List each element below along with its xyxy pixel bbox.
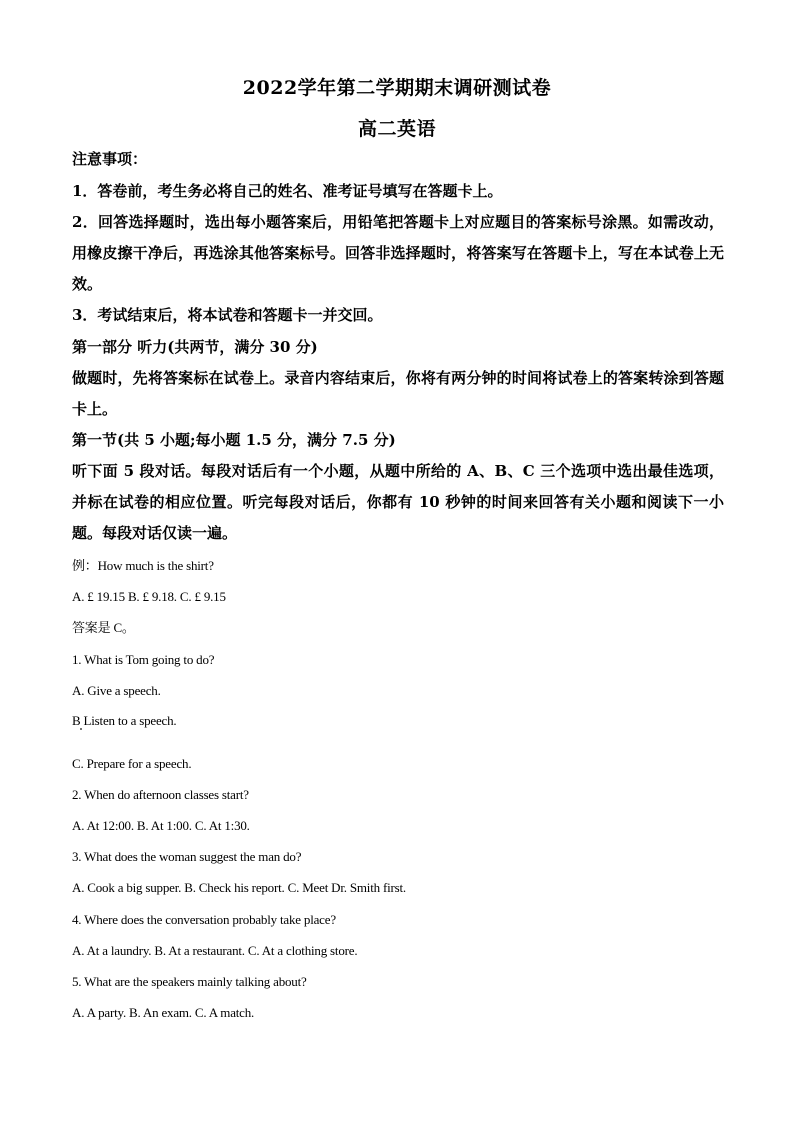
- question-1-option-b: B Listen to a speech.: [72, 713, 177, 728]
- notes-item-3: 3．考试结束后，将本试卷和答题卡一并交回。: [72, 306, 383, 324]
- question-2-stem: 2. When do afternoon classes start?: [72, 787, 249, 802]
- notes-item-1: 1．答卷前，考生务必将自己的姓名、准考证号填写在答题卡上。: [72, 182, 503, 200]
- part1-instruction: 做题时，先将答案标在试卷上。录音内容结束后，你将有两分钟的时间将试卷上的答案转涂到答题卡上。: [72, 369, 724, 418]
- section1-instruction: 听下面 5 段对话。每段对话后有一个小题，从题中所给的 A、B、C 三个选项中选出最佳选项，并标在试卷的相应位置。听完每段对话后，你都有 10 秒钟的时间来回答有关小题和阅读下一小题。每段对话仅读一遍。: [72, 462, 724, 542]
- example-answer: 答案是 C。: [72, 620, 135, 635]
- section1-heading: 第一节(共 5 小题;每小题 1.5 分，满分 7.5 分): [72, 431, 396, 449]
- question-3-options: A. Cook a big supper. B. Check his report. C. Meet Dr. Smith first.: [72, 880, 406, 895]
- example-question: 例：How much is the shirt?: [72, 558, 214, 573]
- example-options: A. £ 19.15 B. £ 9.18. C. £ 9.15: [72, 589, 226, 604]
- notes-item-2: 2．回答选择题时，选出每小题答案后，用铅笔把答题卡上对应题目的答案标号涂黑。如需改动，用橡皮擦干净后，再选涂其他答案标号。回答非选择题时，将答案写在答题卡上，写在本试卷上无效。: [72, 213, 724, 293]
- question-2-options: A. At 12:00. B. At 1:00. C. At 1:30.: [72, 818, 250, 833]
- question-4-stem: 4. Where does the conversation probably take place?: [72, 912, 336, 927]
- exam-subtitle: 高二英语: [357, 118, 436, 140]
- question-1-stem: 1. What is Tom going to do?: [72, 652, 215, 667]
- question-5-options: A. A party. B. An exam. C. A match.: [72, 1005, 255, 1020]
- question-1-option-c: C. Prepare for a speech.: [72, 756, 192, 771]
- question-5-stem: 5. What are the speakers mainly talking about?: [72, 974, 307, 989]
- exam-title: 2022学年第二学期期末调研测试卷: [242, 77, 552, 99]
- part1-heading: 第一部分 听力(共两节，满分 30 分): [72, 338, 318, 356]
- question-3-stem: 3. What does the woman suggest the man do?: [72, 849, 302, 864]
- stray-dot-mark: [80, 728, 82, 730]
- notes-heading: 注意事项：: [72, 150, 148, 168]
- question-4-options: A. At a laundry. B. At a restaurant. C. At a clothing store.: [72, 943, 358, 958]
- question-1-option-a: A. Give a speech.: [72, 683, 161, 698]
